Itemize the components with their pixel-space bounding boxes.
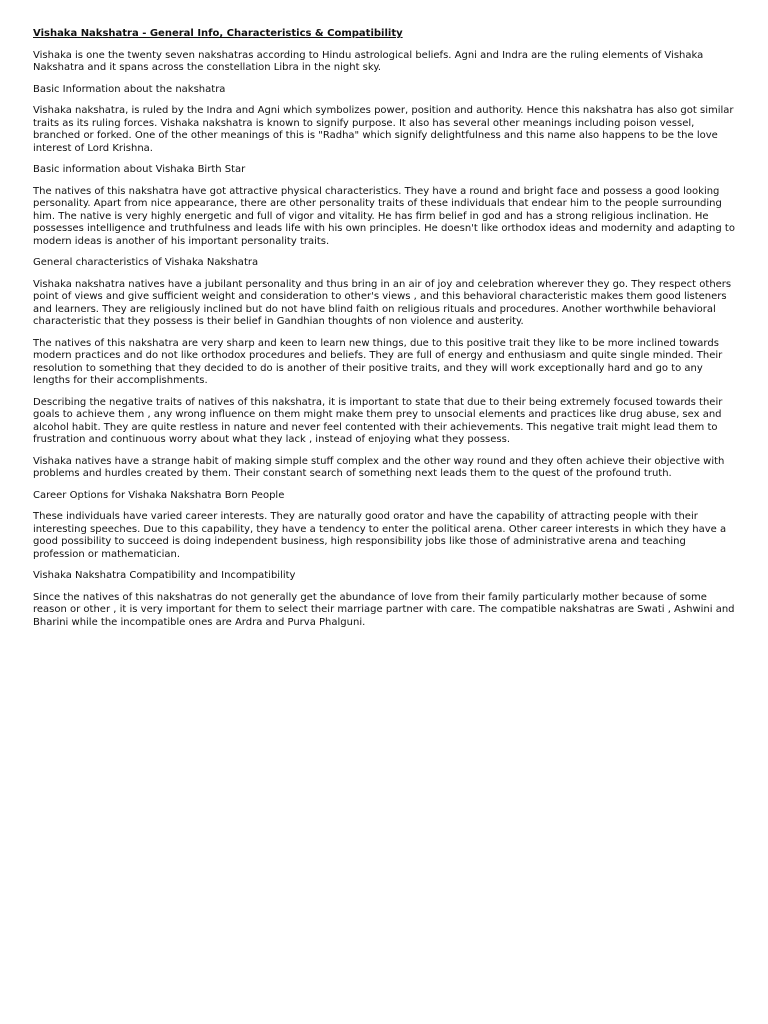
section-heading-birth-star: Basic information about Vishaka Birth Star <box>33 164 246 175</box>
intro-paragraph: Vishaka is one the twenty seven nakshatras according to Hindu astrological beliefs. Agni and Indra are the ruling elements of Vishaka Nakshatra and it spans across the constellation Libra in the night sky. <box>33 49 704 73</box>
career-paragraph: These individuals have varied career interests. They are naturally good orator and have the capability of attracting people with their interesting speeches. Due to this capability, they have a tendency to enter the political arena. Other career interests in which they have a good possibility to succeed is doing independent business, high responsibility jobs like those of administrative arena and teaching profession or mathematician. <box>33 511 727 560</box>
characteristics-paragraph-3: Describing the negative traits of natives of this nakshatra, it is important to state that due to their being extremely focused towards their goals to achieve them , any wrong influence on them might make them prey to unsocial elements and practices like drug abuse, sex and alcohol habit. They are quite restless in nature and never feel contented with their achievements. This negative trait might lead them to frustration and continuous worry about what they lack , instead of enjoying what they possess. <box>33 396 723 445</box>
characteristics-paragraph-4: Vishaka natives have a strange habit of making simple stuff complex and the other way round and they often achieve their objective with problems and hurdles created by them. Their constant search of something next leads them to the quest of the profound truth. <box>33 455 725 479</box>
basic-info-paragraph: Vishaka nakshatra, is ruled by the Indra and Agni which symbolizes power, position and authority. Hence this nakshatra has also got similar traits as its ruling forces. Vishaka nakshatra is known to signify purpose. It also has several other meanings including poison vessel, branched or forked. One of the other meanings of this is "Radha" which signify delightfulness and this name also happens to be the love interest of Lord Krishna. <box>33 105 734 154</box>
birth-star-paragraph: The natives of this nakshatra have got attractive physical characteristics. They have a round and bright face and possess a good looking personality. Apart from nice appearance, there are other personality traits of these individuals that endear him to the people surrounding him. The native is very highly energetic and full of vigor and vitality. He has firm belief in god and has a strong religious inclination. He possesses intelligence and truthfulness and leads life with his own principles. He doesn't like orthodox ideas and modernity and adapting to modern ideas is another of his important personality traits. <box>33 185 735 247</box>
section-heading-basic-info: Basic Information about the nakshatra <box>33 83 226 95</box>
section-heading-career: Career Options for Vishaka Nakshatra Born People <box>33 489 285 501</box>
document-page <box>33 28 735 638</box>
section-heading-compatibility: Vishaka Nakshatra Compatibility and Incompatibility <box>33 570 296 581</box>
section-heading-general-characteristics: General characteristics of Vishaka Nakshatra <box>33 257 259 268</box>
characteristics-paragraph-2: The natives of this nakshatra are very sharp and keen to learn new things, due to this positive trait they like to be more inclined towards modern practices and do not like orthodox procedures and beliefs. They are full of energy and enthusiasm and quite single minded. Their resolution to something that they decided to do is another of their positive traits, and they will work exceptionally hard and go to any lengths for their accomplishments. <box>33 337 723 386</box>
compatibility-paragraph: Since the natives of this nakshatras do not generally get the abundance of love from their family particularly mother because of some reason or other , it is very important for them to select their marriage partner with care. The compatible nakshatras are Swati , Ashwini and Bharini while the incompatible ones are Ardra and Purva Phalguni. <box>33 591 735 628</box>
characteristics-paragraph-1: Vishaka nakshatra natives have a jubilant personality and thus bring in an air of joy and celebration wherever they go. They respect others point of views and give sufficient weight and consideration to other's views , and this behavioral characteristic makes them good listeners and learners. They are religiously inclined but do not have blind faith on religious rituals and procedures. Another worthwhile behavioral characteristic that they possess is their belief in Gandhian thoughts of non violence and austerity. <box>33 278 732 327</box>
document-title: Vishaka Nakshatra - General Info, Characteristics & Compatibility <box>33 28 403 39</box>
